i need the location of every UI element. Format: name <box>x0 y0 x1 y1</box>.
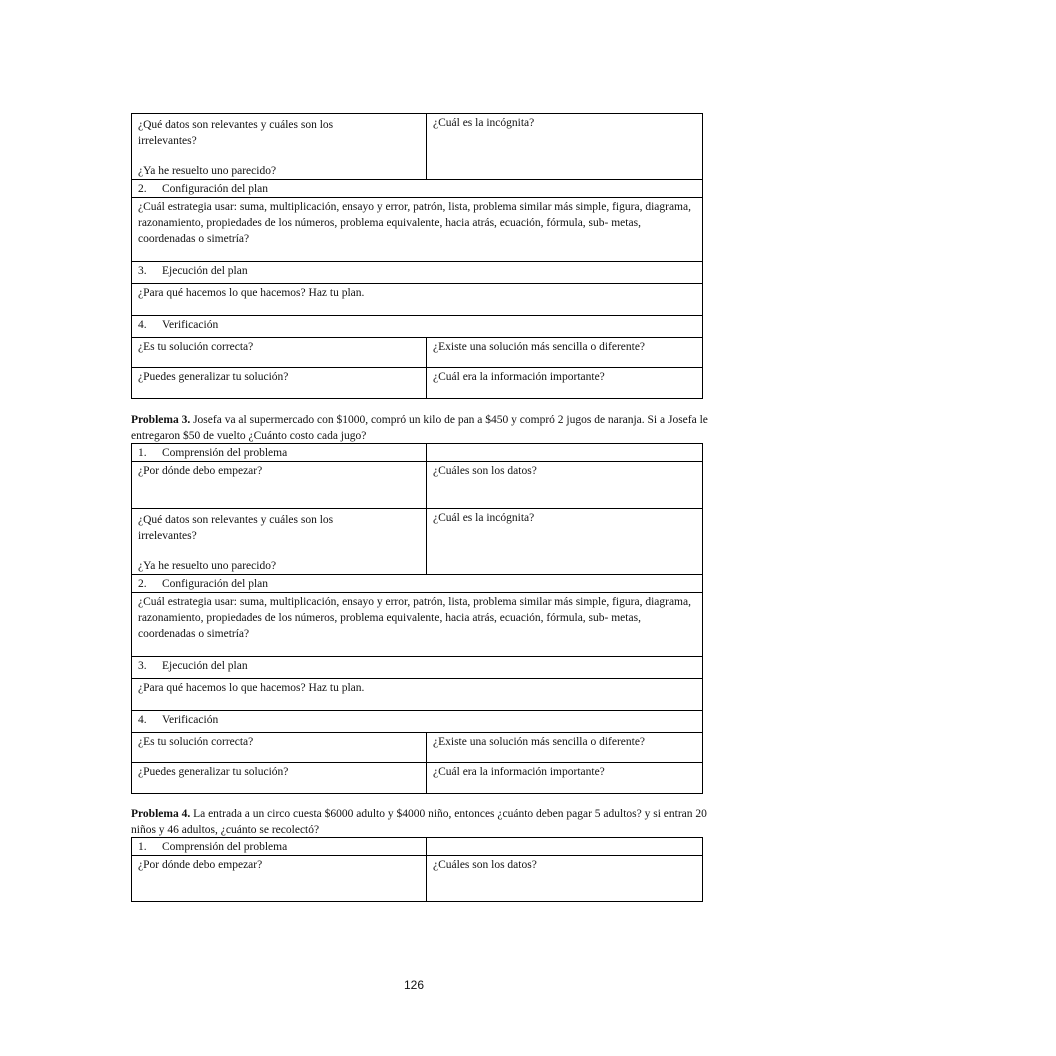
relevant-data-cell: ¿Qué datos son relevantes y cuáles son los irrelevantes? ¿Ya he resuelto uno parecido? <box>132 114 427 180</box>
section-3-heading: 3. Ejecución del plan <box>132 262 703 284</box>
empty-cell <box>427 444 703 462</box>
strategy-cell: ¿Cuál estrategia usar: suma, multiplicación, ensayo y error, patrón, lista, problema similar más simple, figura, diagrama, razonamiento, propiedades de los números, problema equivalente, hacia atrás, ecuación, fórmula, sub- metas, coordenadas o simetría? <box>132 593 703 657</box>
start-cell: ¿Por dónde debo empezar? <box>132 462 427 509</box>
section-3-heading: 3. Ejecución del plan <box>132 657 703 679</box>
correct-cell: ¿Es tu solución correcta? <box>132 733 427 763</box>
simpler-cell: ¿Existe una solución más sencilla o diferente? <box>427 733 703 763</box>
problem-4-statement: Problema 4. La entrada a un circo cuesta $6000 adulto y $4000 niño, entonces ¿cuánto deben pagar 5 adultos? y si entran 20 niños y 46 adultos, ¿cuánto se recolectó? <box>131 808 707 836</box>
strategy-cell: ¿Cuál estrategia usar: suma, multiplicación, ensayo y error, patrón, lista, problema similar más simple, figura, diagrama, razonamiento, propiedades de los números, problema equivalente, hacia atrás, ecuación, fórmula, sub- metas, coordenadas o simetría? <box>132 198 703 262</box>
data-cell: ¿Cuáles son los datos? <box>427 856 703 902</box>
unknown-cell: ¿Cuál es la incógnita? <box>427 114 703 180</box>
simpler-cell: ¿Existe una solución más sencilla o diferente? <box>427 338 703 368</box>
page-number: 126 <box>404 978 425 992</box>
problem-4-table <box>131 837 703 902</box>
problem-3-table <box>131 443 703 794</box>
section-4-heading: 4. Verificación <box>132 711 703 733</box>
correct-cell: ¿Es tu solución correcta? <box>132 338 427 368</box>
section-2-heading: 2. Configuración del plan <box>132 575 703 593</box>
start-cell: ¿Por dónde debo empezar? <box>132 856 427 902</box>
unknown-cell: ¿Cuál es la incógnita? <box>427 509 703 575</box>
section-1-heading: 1. Comprensión del problema <box>132 838 427 856</box>
generalize-cell: ¿Puedes generalizar tu solución? <box>132 368 427 399</box>
generalize-cell: ¿Puedes generalizar tu solución? <box>132 763 427 794</box>
section-2-heading: 2. Configuración del plan <box>132 180 703 198</box>
data-cell: ¿Cuáles son los datos? <box>427 462 703 509</box>
relevant-data-cell: ¿Qué datos son relevantes y cuáles son los irrelevantes? ¿Ya he resuelto uno parecido? <box>132 509 427 575</box>
problem-2-table <box>131 113 703 399</box>
section-1-heading: 1. Comprensión del problema <box>132 444 427 462</box>
important-cell: ¿Cuál era la información importante? <box>427 368 703 399</box>
plan-cell: ¿Para qué hacemos lo que hacemos? Haz tu plan. <box>132 679 703 711</box>
empty-cell <box>427 838 703 856</box>
important-cell: ¿Cuál era la información importante? <box>427 763 703 794</box>
plan-cell: ¿Para qué hacemos lo que hacemos? Haz tu plan. <box>132 284 703 316</box>
section-4-heading: 4. Verificación <box>132 316 703 338</box>
problem-3-statement: Problema 3. Josefa va al supermercado con $1000, compró un kilo de pan a $450 y compró 2 jugos de naranja. Si a Josefa le entregaron $50 de vuelto ¿Cuánto costo cada jugo? <box>131 414 708 442</box>
